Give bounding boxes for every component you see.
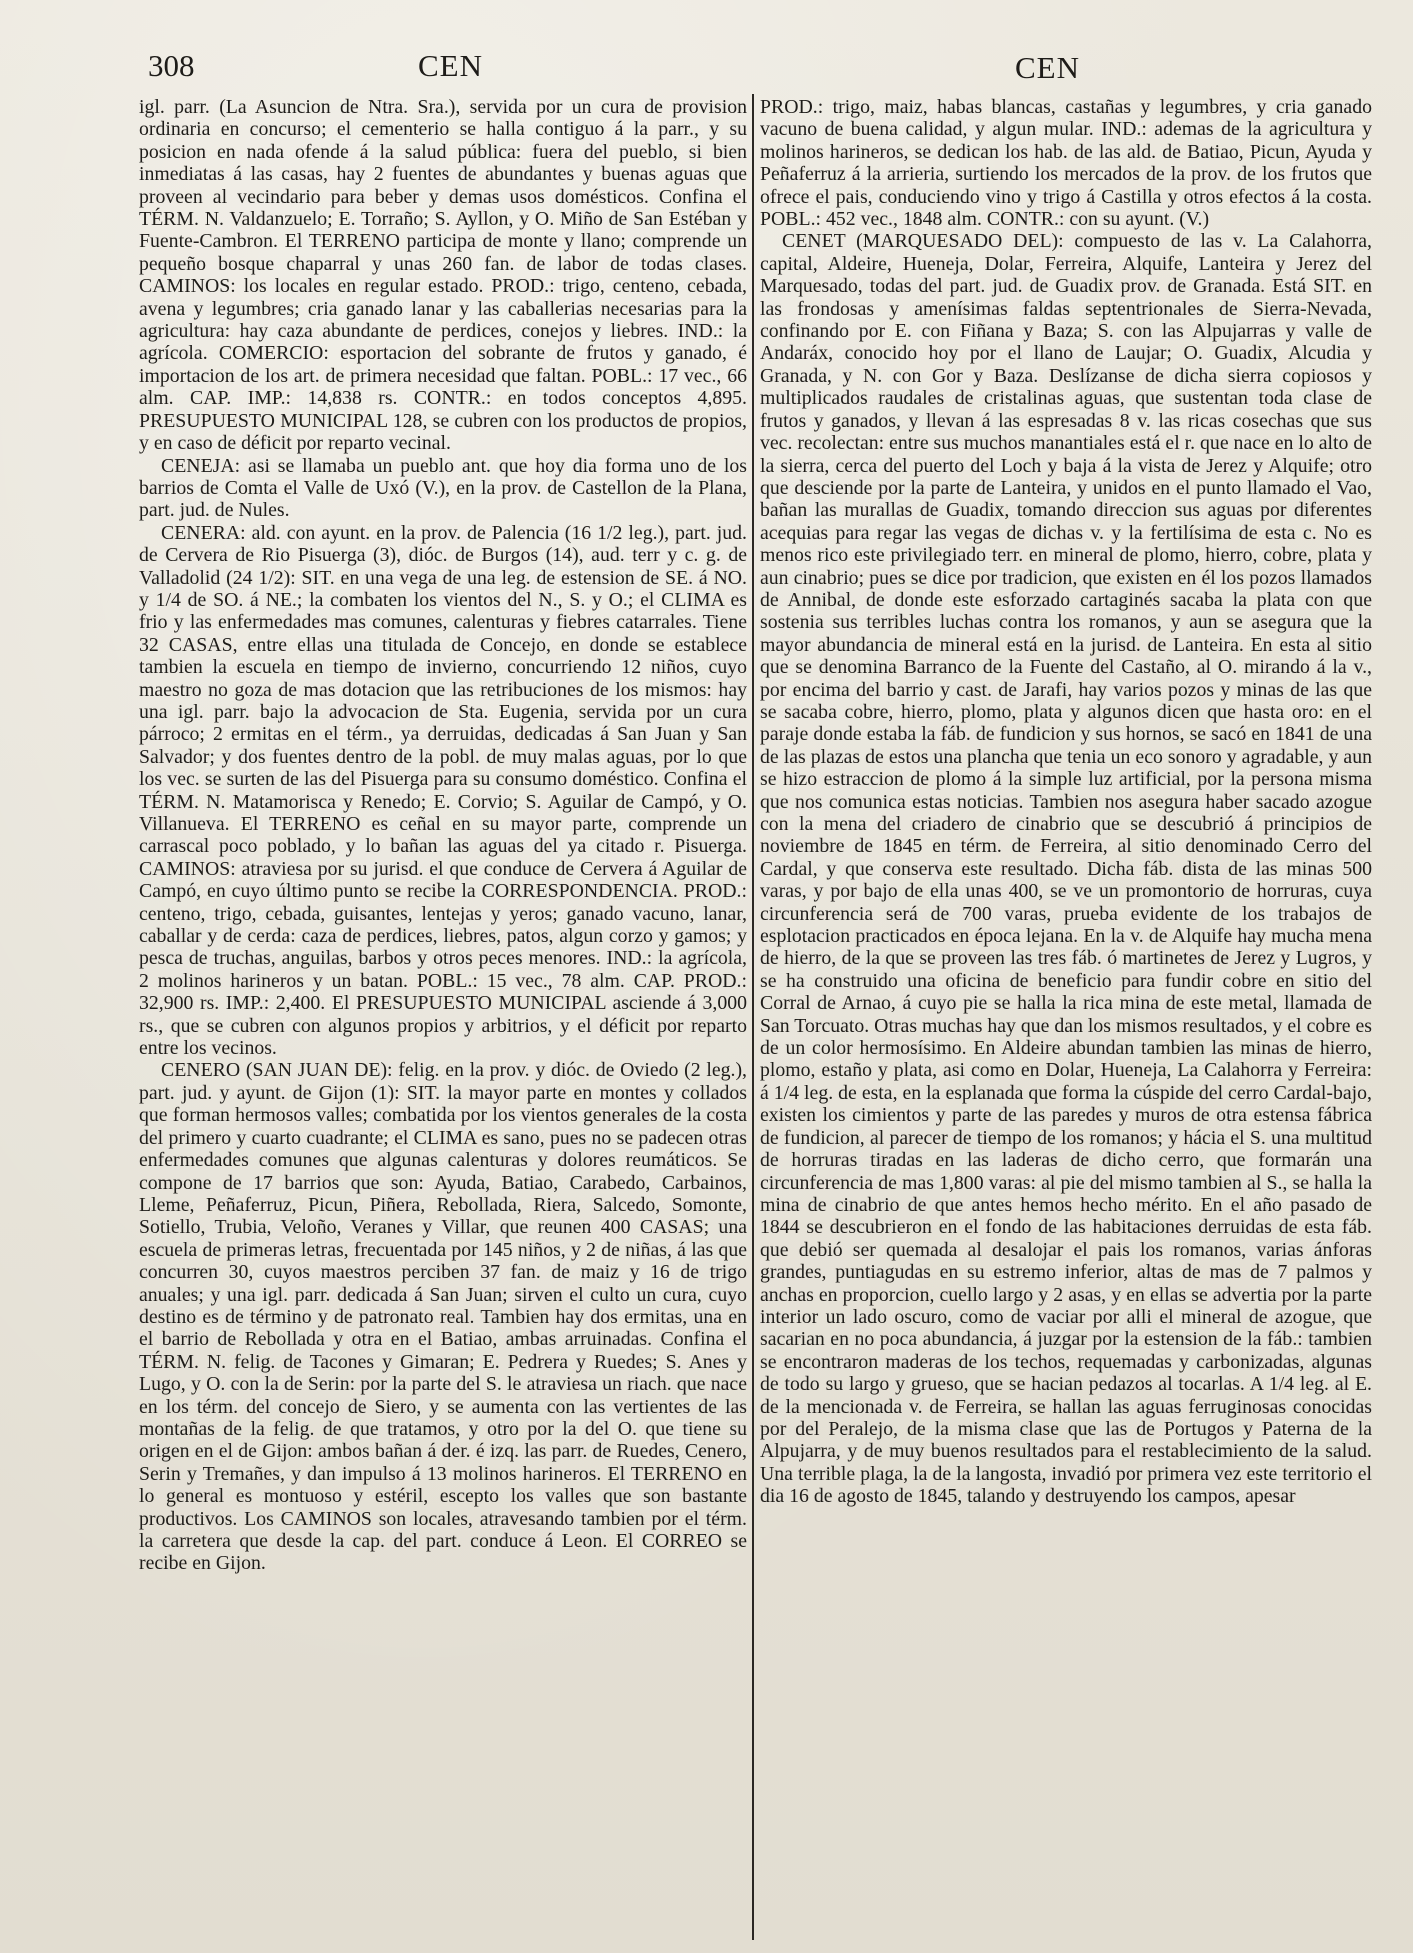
- right-column: [760, 96, 1372, 1944]
- entry-cenero-continuation: PROD.: trigo, maiz, habas blancas, castañas y legumbres, y cria ganado vacuno de buena calidad, y algun mular. IND.: ademas de la agricultura y molinos harineros, se dedican los hab. de las ald. de Batiao, Picun, Ayuda y Peñaferruz á la arrieria, surtiendo los mercados de la prov. de los frutos que ofrece el pais, conduciendo vino y trigo á Castilla y otros efectos á la costa. POBL.: 452 vec., 1848 alm. CONTR.: con su ayunt. (V.): [760, 96, 1372, 231]
- running-head-left: CEN: [418, 48, 483, 83]
- entry-cenet: CENET (MARQUESADO DEL): compuesto de las v. La Calahorra, capital, Aldeire, Hueneja, Dolar, Ferreira, Alquife, Lanteira y Jerez del Marquesado, todas del part. jud. de Guadix prov. de Granada. Está SIT. en las frondosas y amenísimas faldas septentrionales de Sierra-Nevada, confinando por E. con Fiñana y Baza; S. con las Alpujarras y valle de Andaráx, conocido hoy por el llano de Laujar; O. Guadix, Alcudia y Granada, y N. con Gor y Baza. Deslízanse de dicha sierra copiosos y multiplicados raudales de cristalinas aguas, que sustentan toda clase de frutos y ganados, y llevan á las espresadas 8 v. las ricas cosechas que sus vec. recolectan: entre sus muchos manantiales está el r. que nace en lo alto de la sierra, cerca del puerto del Loch y baja á la vista de Jerez y Alquife; otro que desciende por la parte de Lanteira, y unidos en el punto llamado el Vao, bañan las murallas de Guadix, tomando direccion sus aguas por diferentes acequias para regar las vegas de dichas v. y la fertilísima de esta c. No es menos rico este privilegiado terr. en mineral de plomo, hierro, cobre, plata y aun cinabrio; pues se dice por tradicion, que existen en él los pozos llamados de Annibal, de donde este esforzado cartaginés sacaba la plata con que sostenia sus terribles luchas contra los romanos, y aun se asegura que la mayor abundancia de mineral está en la jurisd. de Lanteira. En esta al sitio que se denomina Barranco de la Fuente del Castaño, al O. mirando á la v., por encima del barrio y cast. de Jarafi, hay varios pozos y minas de las que se sacaba cobre, hierro, plomo, plata y algunos dicen que hasta oro: en el paraje donde estaba la fáb. de fundicion y sus hornos, se sacó en 1841 de una de las plazas de estos una plancha que tenia un eco sonoro y agradable, y aun se hizo estraccion de plomo á la simple luz artificial, por la persona misma que nos comunica estas noticias. Tambien nos asegura haber sacado azogue con la mena del criadero de cinabrio que se descubrió á principios de noviembre de 1845 en térm. de Ferreira, al sitio denominado Cerro del Cardal, y que conserva este resultado. Dicha fáb. dista de las minas 500 varas, y por bajo de ella unas 400, se ve un promontorio de horruras, cuya circunferencia será de 700 varas, prueba evidente de los trabajos de esplotacion practicados en época lejana. En la v. de Alquife hay mucha mena de hierro, de la que se proveen las tres fáb. ó martinetes de Jerez y Lugros, y se ha construido una oficina de beneficio para fundir cobre en sitio del Corral de Arnao, á cuyo pie se halla la rica mina de este metal, llamada de San Torcuato. Otras muchas hay que dan los mismos resultados, y el cobre es de un color hermosísimo. En Aldeire abundan tambien las minas de hierro, plomo, estaño y plata, asi como en Dolar, Hueneja, La Calahorra y Ferreira: á 1/4 leg. de esta, en la esplanada que forma la cúspide del cerro Cardal-bajo, existen los cimientos y parte de las paredes y muros de otra estensa fábrica de fundicion, al parecer de tiempo de los romanos; y hácia el S. una multitud de horruras tiradas en las laderas de dicho cerro, que formarán una circunferencia de mas 1,800 varas: al pie del mismo tambien al S., se halla la mina de cinabrio de que antes hemos hecho mérito. En el año pasado de 1844 se descubrieron en el fondo de las habitaciones derruidas de esta fáb. que debió ser quemada al desalojar el pais los romanos, varias ánforas grandes, puntiagudas en su estremo inferior, altas de mas de 7 palmos y anchas en proporcion, cuello largo y 2 asas, y en ellas se advertia por la parte interior un lado oscuro, como de vaciar por alli el mineral de azogue, que sacarian en no poca abundancia, á juzgar por la estension de la fáb.: tambien se encontraron maderas de los techos, requemadas y carbonizadas, algunas de todo su largo y grueso, que se hacian pedazos al tocarlas. A 1/4 leg. al E. de la mencionada v. de Ferreira, se hallan las aguas ferruginosas conocidas por del Peralejo, de la misma clase que las de Portugos y Paterna de la Alpujarra, y de muy buenos resultados para el restablecimiento de la salud. Una terrible plaga, la de la langosta, invadió por primera vez este territorio el dia 16 de agosto de 1845, talando y destruyendo los campos, apesar: [760, 230, 1372, 1508]
- page-number: 308: [148, 48, 195, 83]
- left-column: [139, 96, 747, 1944]
- entry-continuation-paragraph: igl. parr. (La Asuncion de Ntra. Sra.), servida por un cura de provision ordinaria en concurso; el cementerio se halla contiguo á la parr., y su posicion en nada ofende á la salud pública: fuera del pueblo, si bien inmediatas á las casas, hay 2 fuentes de abundantes y buenas aguas que proveen al vecindario para beber y demas usos domésticos. Confina el TÉRM. N. Valdanzuelo; E. Torraño; S. Ayllon, y O. Miño de San Estéban y Fuente-Cambron. El TERRENO participa de monte y llano; comprende un pequeño bosque chaparral y unas 260 fan. de labor de todas clases. CAMINOS: los locales en regular estado. PROD.: trigo, centeno, cebada, avena y legumbres; cria ganado lanar y las caballerias necesarias para la agricultura: hay caza abundante de perdices, conejos y liebres. IND.: la agrícola. COMERCIO: esportacion del sobrante de frutos y ganado, é importacion de los art. de primera necesidad que faltan. POBL.: 17 vec., 66 alm. CAP. IMP.: 14,838 rs. CONTR.: en todos conceptos 4,895. PRESUPUESTO MUNICIPAL 128, se cubren con los productos de propios, y en caso de déficit por reparto vecinal.: [139, 96, 747, 455]
- running-head-right: CEN: [1015, 50, 1080, 85]
- column-divider: [752, 94, 754, 1940]
- entry-cenera: CENERA: ald. con ayunt. en la prov. de Palencia (16 1/2 leg.), part. jud. de Cervera de Rio Pisuerga (3), dióc. de Burgos (14), aud. terr y c. g. de Valladolid (24 1/2): SIT. en una vega de una leg. de estension de SE. á NO. y 1/4 de SO. á NE.; la combaten los vientos del N., S. y O.; el CLIMA es frio y las enfermedades mas comunes, calenturas y fiebres catarrales. Tiene 32 CASAS, entre ellas una titulada de Concejo, en donde se establece tambien la escuela en tiempo de invierno, concurriendo 12 niños, cuyo maestro no goza de mas dotacion que las retribuciones de los mismos: hay una igl. parr. bajo la advocacion de Sta. Eugenia, servida por un cura párroco; 2 ermitas en el térm., ya derruidas, dedicadas á San Juan y San Salvador; y dos fuentes dentro de la pobl. de muy malas aguas, por lo que los vec. se surten de las del Pisuerga para su consumo doméstico. Confina el TÉRM. N. Matamorisca y Renedo; E. Corvio; S. Aguilar de Campó, y O. Villanueva. El TERRENO es ceñal en su mayor parte, comprende un carrascal poco poblado, y lo bañan las aguas del ya citado r. Pisuerga. CAMINOS: atraviesa por su jurisd. el que conduce de Cervera á Aguilar de Campó, en cuyo último punto se recibe la CORRESPONDENCIA. PROD.: centeno, trigo, cebada, guisantes, lentejas y yeros; ganado vacuno, lanar, caballar y de cerda: caza de perdices, liebres, patos, algun corzo y gamos; y pesca de truchas, anguilas, barbos y otros peces menores. IND.: la agrícola, 2 molinos harineros y un batan. POBL.: 15 vec., 78 alm. CAP. PROD.: 32,900 rs. IMP.: 2,400. El PRESUPUESTO MUNICIPAL asciende á 3,000 rs., que se cubren con algunos propios y arbitrios, y el déficit por reparto entre los vecinos.: [139, 521, 747, 1060]
- entry-ceneja: CENEJA: asi se llamaba un pueblo ant. que hoy dia forma uno de los barrios de Comta el Valle de Uxó (V.), en la prov. de Castellon de la Plana, part. jud. de Nules.: [139, 454, 747, 522]
- entry-cenero: CENERO (SAN JUAN DE): felig. en la prov. y dióc. de Oviedo (2 leg.), part. jud. y ayunt. de Gijon (1): SIT. la mayor parte en montes y collados que forman hermosos valles; combatida por los vientos generales de la costa del primero y cuarto cuadrante; el CLIMA es sano, pues no se padecen otras enfermedades comunes que algunas calenturas y dolores reumáticos. Se compone de 17 barrios que son: Ayuda, Batiao, Carabedo, Carbainos, Lleme, Peñaferruz, Picun, Piñera, Rebollada, Riera, Salcedo, Somonte, Sotiello, Trubia, Veloño, Veranes y Villar, que reunen 400 CASAS; una escuela de primeras letras, frecuentada por 145 niños, y 2 de niñas, á las que concurren 30, cuyos maestros perciben 37 fan. de maiz y 16 de trigo anuales; y una igl. parr. dedicada á San Juan; sirven el culto un cura, cuyo destino es de término y de patronato real. Tambien hay dos ermitas, una en el barrio de Rebollada y otra en el Batiao, ambas arruinadas. Confina el TÉRM. N. felig. de Tacones y Gimaran; E. Pedrera y Ruedes; S. Anes y Lugo, y O. con la de Serin: por la parte del S. le atraviesa un riach. que nace en los térm. del concejo de Siero, y se aumenta con las vertientes de las montañas de la felig. de que tratamos, y otro por la del O. que tiene su origen en el de Gijon: ambos bañan á der. é izq. las parr. de Ruedes, Cenero, Serin y Tremañes, y dan impulso á 13 molinos harineros. El TERRENO en lo general es montuoso y estéril, escepto los valles que son bastante productivos. Los CAMINOS son locales, atravesando tambien por el térm. la carretera que desde la cap. del part. conduce á Leon. El CORREO se recibe en Gijon.: [139, 1059, 747, 1575]
